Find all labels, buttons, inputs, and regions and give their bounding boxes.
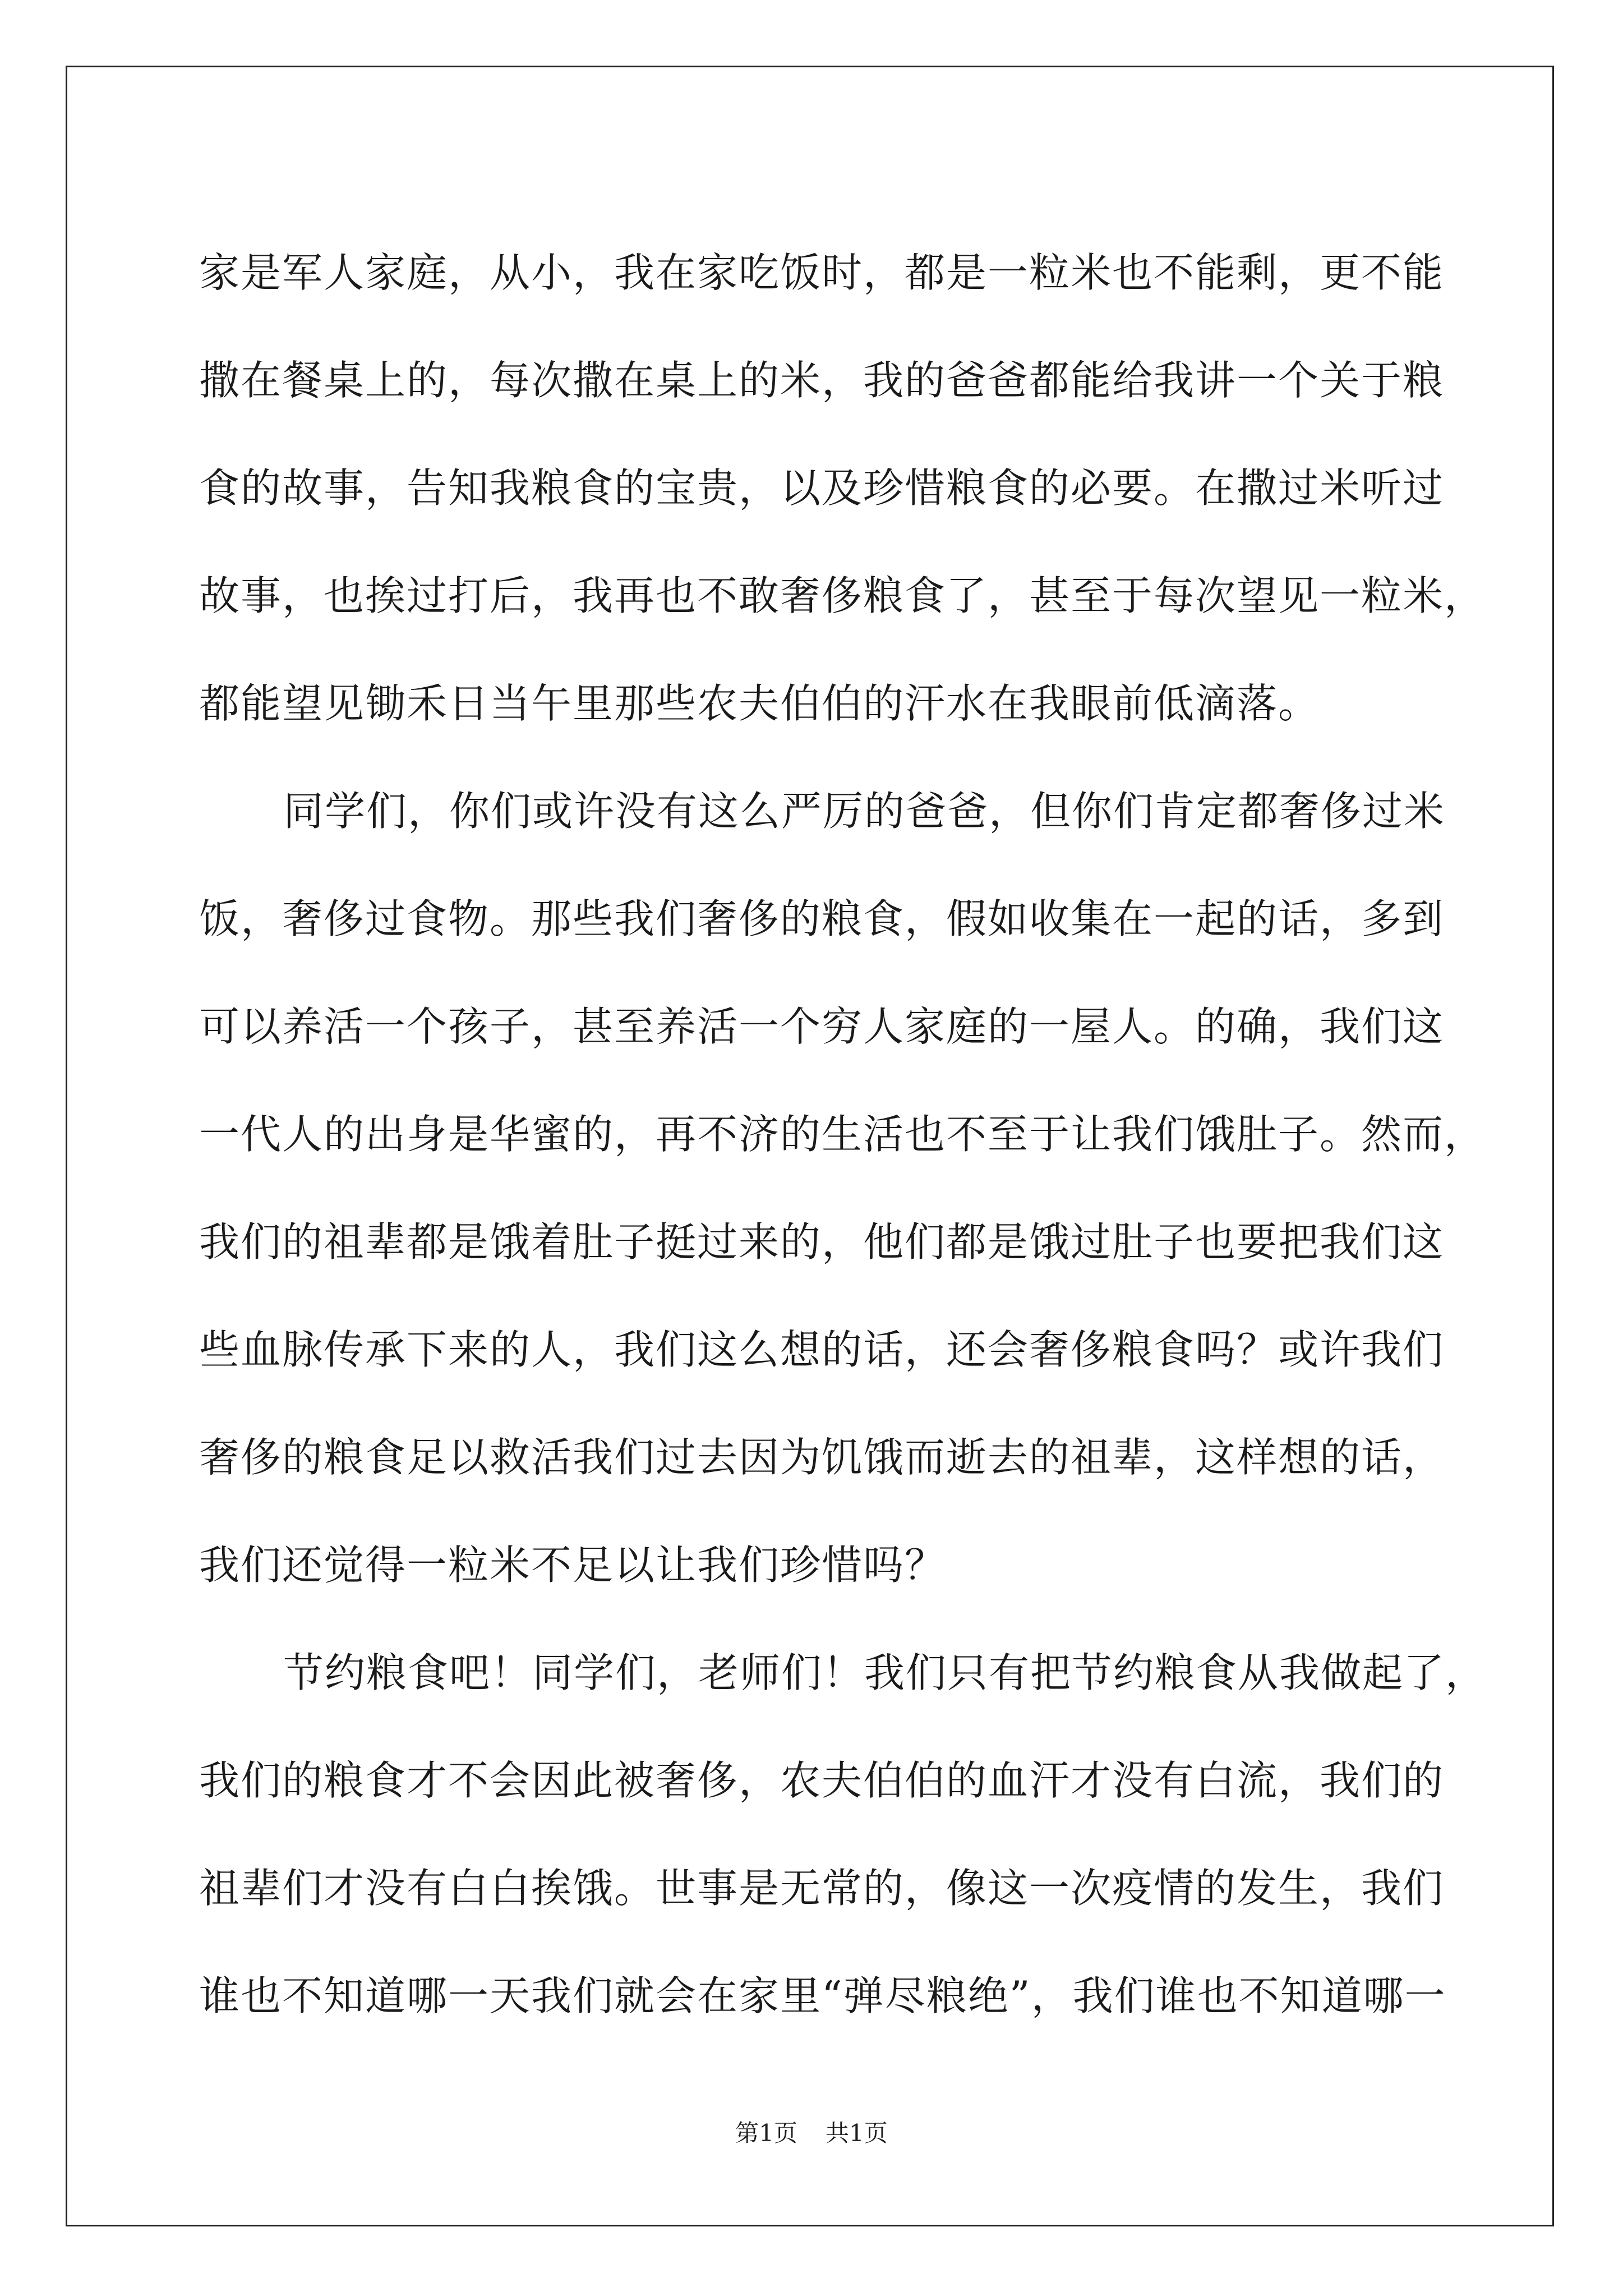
paragraph-start-line: 节约粮食吧！同学们，老师们！我们只有把节约粮食从我做起了， (283, 1649, 1487, 1696)
text-line: 家是军人家庭，从小，我在家吃饭时，都是一粒米也不能剩，更不能 (199, 249, 1445, 296)
page-number: 第1页 (735, 2119, 797, 2147)
text-line: 故事，也挨过打后，我再也不敢奢侈粮食了，甚至于每次望见一粒米， (199, 572, 1486, 619)
text-line: 奢侈的粮食足以救活我们过去因为饥饿而逝去的祖辈，这样想的话， (199, 1434, 1445, 1481)
text-line: 都能望见锄禾日当午里那些农夫伯伯的汗水在我眼前低滴落。 (199, 680, 1320, 727)
text-line: 祖辈们才没有白白挨饿。世事是无常的，像这一次疫情的发生，我们 (199, 1865, 1445, 1912)
document-body (199, 219, 1487, 2050)
text-line: 我们还觉得一粒米不足以让我们珍惜吗？ (199, 1542, 947, 1589)
text-line: 我们的粮食才不会因此被奢侈，农夫伯伯的血汗才没有白流，我们的 (199, 1757, 1445, 1804)
text-line: 撒在餐桌上的，每次撒在桌上的米，我的爸爸都能给我讲一个关于粮 (199, 357, 1445, 404)
text-line: 些血脉传承下来的人，我们这么想的话，还会奢侈粮食吗？或许我们 (199, 1326, 1445, 1373)
text-line: 我们的祖辈都是饿着肚子挺过来的，他们都是饿过肚子也要把我们这 (199, 1218, 1445, 1266)
page-footer (0, 2115, 1623, 2148)
text-line: 食的故事，告知我粮食的宝贵，以及珍惜粮食的必要。在撒过米听过 (199, 464, 1445, 512)
page-total: 共1页 (826, 2119, 888, 2147)
paragraph-start-line: 同学们，你们或许没有这么严厉的爸爸，但你们肯定都奢侈过米 (283, 788, 1446, 835)
text-line: 可以养活一个孩子，甚至养活一个穷人家庭的一屋人。的确，我们这 (199, 1003, 1445, 1050)
text-line: 谁也不知道哪一天我们就会在家里“弹尽粮绝”，我们谁也不知道哪一 (199, 1972, 1446, 2019)
text-line: 饭，奢侈过食物。那些我们奢侈的粮食，假如收集在一起的话，多到 (199, 895, 1445, 942)
text-line: 一代人的出身是华蜜的，再不济的生活也不至于让我们饿肚子。然而， (199, 1111, 1486, 1158)
